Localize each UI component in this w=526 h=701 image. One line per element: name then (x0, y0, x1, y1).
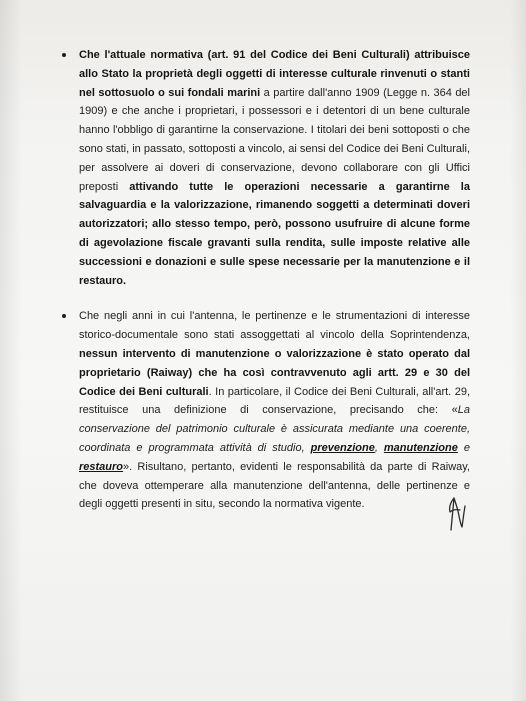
text-segment: ». Risultano, pertanto, evidenti le responsabilità da parte di Raiway, che doveva ottemperare alla manutenzione dell'antenna, delle pertinenze e degli oggetti presenti in situ, secondo la normativa vigente. (79, 460, 470, 511)
emphasis-restauro: restauro (79, 460, 124, 473)
emphasis-prevenzione: prevenzione (310, 441, 375, 454)
page-shadow-right (510, 0, 526, 701)
document-body (58, 46, 470, 514)
text-segment: attivando tutte le operazioni necessarie a garantirne la salvaguardia e la valorizzazione, rimanendo soggetti a determinati doveri autorizzatori; allo stesso tempo, però, possono usufruire di alcune forme di agevolazione fiscale gravanti sulla rendita, sulle imposte relative alle successioni e donazioni e sulle spese necessarie per la manutenzione e il restauro. (79, 180, 470, 287)
bullet-dot (62, 314, 66, 318)
text-segment: . In particolare, il Codice dei Beni Culturali, all'art. 29, restituisce una definizione di conservazione, precisando che: « (79, 385, 471, 417)
quote-segment: La conservazione del patrimonio culturale è assicurata mediante una coerente, coordinata e programmata attività di studio, (79, 404, 470, 454)
bullet-paragraph-antenna (58, 307, 470, 514)
text-segment: Che negli anni in cui l'antenna, le pertinenze e le strumentazioni di interesse storico-documentale sono stati assoggettati al vincolo della Soprintendenza, (79, 310, 470, 342)
signature-icon (446, 494, 470, 534)
bullet-paragraph-normativa (58, 46, 470, 290)
emphasis-manutenzione: manutenzione (383, 441, 458, 454)
text-segment: Che l'attuale normativa (art. 91 del Codice dei Beni Culturali) attribuisce allo Stato la proprietà degli oggetti di interesse culturale rinvenuti o stanti nel sottosuolo o sui fondali marini (79, 49, 470, 99)
page-shadow-left (0, 0, 22, 701)
quote-segment: e (457, 441, 470, 454)
text-segment: a partire dall'anno 1909 (Legge n. 364 del 1909) e che anche i proprietari, i possessori e i detentori di un bene culturale hanno l'obbligo di garantirne la conservazione. I titolari dei beni sottoposti o che sono stati, in passato, sottoposti a vincolo, ai sensi del Codice dei Beni Culturali, per assolvere ai doveri di conservazione, devono collaborare con gli Uffici preposti (79, 86, 470, 193)
text-segment: nessun intervento di manutenzione o valorizzazione è stato operato dal proprietario (Raiway) che ha così contravvenuto agli artt. 29 e 30 del Codice dei Beni culturali (79, 347, 470, 398)
quote-segment: , (374, 441, 384, 454)
bullet-dot (62, 53, 66, 57)
